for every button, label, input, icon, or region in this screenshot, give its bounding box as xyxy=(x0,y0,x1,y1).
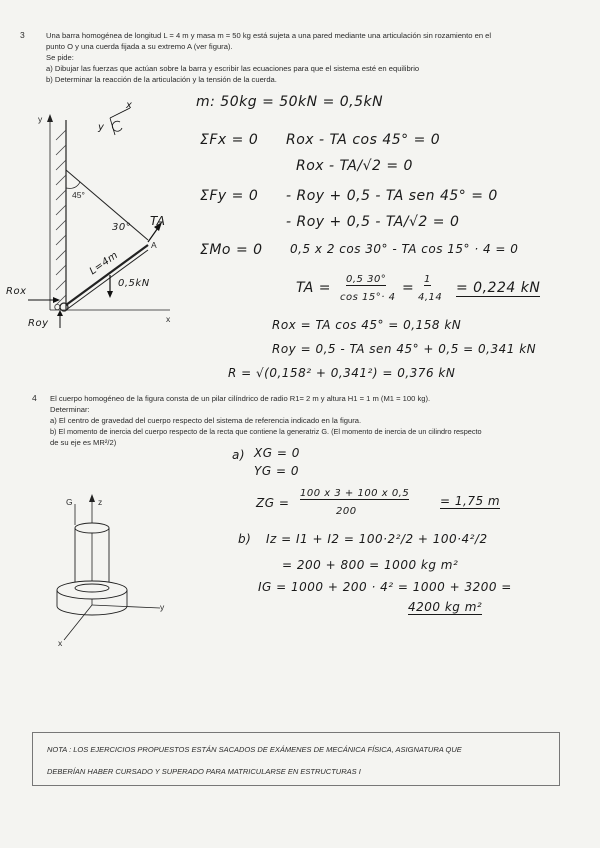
sol4-zg-result: = 1,75 m xyxy=(440,494,501,508)
sol4-zg-lhs: ZG = xyxy=(256,496,290,510)
problem4-item-b2: de su eje es MR²/2) xyxy=(50,438,117,447)
fig4-label-y: y xyxy=(160,602,165,612)
problem4-line2: Determinar: xyxy=(50,405,90,414)
problem3-item-b: b) Determinar la reacción de la articulación y la tensión de la cuerda. xyxy=(46,75,277,84)
fig3-weight: 0,5kN xyxy=(118,278,150,289)
fig3-ta: TA xyxy=(150,214,166,228)
sol4-zg-num: 100 x 3 + 100 x 0,5 xyxy=(300,488,410,499)
problem3-line3: Se pide: xyxy=(46,53,74,62)
problem3-line2: punto O y una cuerda fijada a su extremo A (ver figura). xyxy=(46,42,233,51)
sol3-ta-eq-sign: = xyxy=(402,280,415,296)
sol3-fy-eq2: - Roy + 0,5 - TA/√2 = 0 xyxy=(286,214,460,230)
sol3-sumfy: ΣFy = 0 xyxy=(200,188,259,204)
problem3-figure xyxy=(20,100,220,340)
fig3-small-axis-y: y xyxy=(98,122,105,133)
fig3-angle-45: 45° xyxy=(72,190,85,200)
fig3-roy: Roy xyxy=(28,318,49,329)
sol3-ta-lhs: TA = xyxy=(296,280,332,296)
sol3-r-result: R = √(0,158² + 0,341²) = 0,376 kN xyxy=(228,366,456,380)
problem4-line1: El cuerpo homogéneo de la figura consta de un pilar cilíndrico de radio R1= 2 m y altura H1 = 1 m (M1 = 100 kg). xyxy=(50,394,431,403)
sol3-rox-result: Rox = TA cos 45° = 0,158 kN xyxy=(272,318,462,332)
sol3-roy-result: Roy = 0,5 - TA sen 45° + 0,5 = 0,341 kN xyxy=(272,342,537,356)
problem3-item-a: a) Dibujar las fuerzas que actúan sobre la barra y escribir las ecuaciones para que el sistema esté en equilibrio xyxy=(46,64,420,73)
problem4-number: 4 xyxy=(32,393,37,403)
sol3-fx-eq: Rox - TA cos 45° = 0 xyxy=(286,132,441,148)
sol3-ta-frac2-den: 4,14 xyxy=(418,292,443,303)
fig3-axis-x-label: x xyxy=(166,314,171,324)
problem3-line1: Una barra homogénea de longitud L = 4 m y masa m = 50 kg está sujeta a una pared mediante una articulación sin rozamiento en el xyxy=(46,31,492,40)
fig3-angle-30: 30° xyxy=(112,222,132,233)
note-line2: DEBERÍAN HABER CURSADO Y SUPERADO PARA MATRICULARSE EN ESTRUCTURAS I xyxy=(47,767,361,776)
sol4-iz-1: Iz = I1 + I2 = 100·2²/2 + 100·4²/2 xyxy=(266,532,488,546)
fig3-small-axis-x: x xyxy=(126,100,133,111)
fig4-label-g: G xyxy=(66,497,73,507)
sol3-fy-eq: - Roy + 0,5 - TA sen 45° = 0 xyxy=(286,188,498,204)
fig3-rox: Rox xyxy=(6,286,27,297)
fig3-point-a: A xyxy=(151,240,157,250)
problem4-item-b: b) El momento de inercia del cuerpo respecto de la recta que contiene la generatriz G. (El momento de inercia de un cilindro respecto xyxy=(50,427,482,436)
sol4-b-label: b) xyxy=(238,532,252,546)
sol4-ig-1: IG = 1000 + 200 · 4² = 1000 + 3200 = xyxy=(258,580,512,594)
sol3-moment-eq: 0,5 x 2 cos 30° - TA cos 15° · 4 = 0 xyxy=(290,242,519,256)
sol3-summ: ΣMo = 0 xyxy=(200,242,263,258)
note-box xyxy=(32,732,560,786)
sol4-xg: XG = 0 xyxy=(254,446,300,460)
fig4-label-z: z xyxy=(98,497,103,507)
sol4-yg: YG = 0 xyxy=(254,464,299,478)
sol3-ta-result: = 0,224 kN xyxy=(456,280,541,296)
problem4-item-a: a) El centro de gravedad del cuerpo respecto del sistema de referencia indicado en la figura. xyxy=(50,416,362,425)
sol4-ig-2: 4200 kg m² xyxy=(408,600,483,614)
sol4-iz-2: = 200 + 800 = 1000 kg m² xyxy=(282,558,459,572)
sol3-sumfx: ΣFx = 0 xyxy=(200,132,259,148)
note-line1: NOTA : LOS EJERCICIOS PROPUESTOS ESTÁN SACADOS DE EXÁMENES DE MECÁNICA FÍSICA, ASIGNATURA QUE xyxy=(47,745,462,754)
fig4-label-x: x xyxy=(58,638,63,648)
sol3-rox-eq: Rox - TA/√2 = 0 xyxy=(296,158,413,174)
sol3-mass: m: 50kg = 50kN = 0,5kN xyxy=(196,94,384,110)
fig3-point-o: O xyxy=(54,302,61,312)
problem4-figure xyxy=(40,490,210,660)
sol3-ta-num: 0,5 30° xyxy=(346,274,387,285)
sol4-zg-den: 200 xyxy=(336,506,357,517)
fig3-axis-y-label: y xyxy=(38,114,43,124)
sol3-ta-den: cos 15°· 4 xyxy=(340,292,396,303)
sol3-ta-frac2-num: 1 xyxy=(424,274,431,285)
fig3-length: L=4m xyxy=(87,249,121,278)
sol4-a-label: a) xyxy=(232,448,246,462)
problem3-number: 3 xyxy=(20,30,25,40)
